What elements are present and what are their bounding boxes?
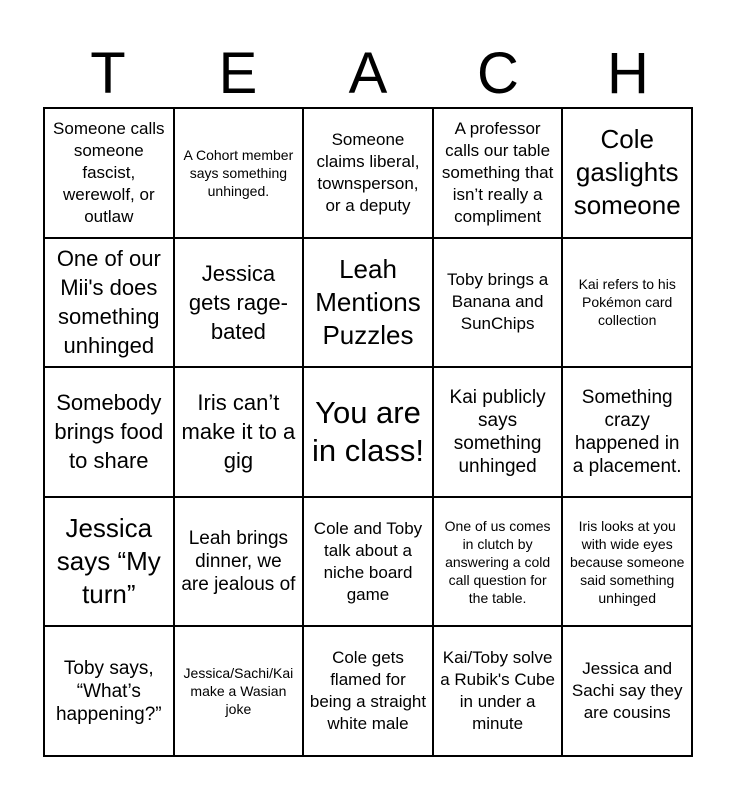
header-letter-h: H [607, 41, 649, 106]
cell-text: Cole and Toby talk about a niche board game [313, 518, 423, 604]
cell-text: Jessica gets rage-bated [188, 260, 288, 344]
cell-text: Toby brings a Banana and SunChips [447, 270, 549, 334]
cell-text: Kai/Toby solve a Rubik's Cube in under a minute [440, 648, 555, 734]
bingo-cell-r4c5[interactable] [562, 497, 692, 627]
bingo-cell-r2c3[interactable] [303, 238, 433, 368]
bingo-cell-r1c1[interactable] [44, 108, 174, 238]
bingo-cell-r5c2[interactable] [174, 626, 304, 756]
bingo-cell-r3c1[interactable] [44, 367, 174, 497]
cell-text: Iris can’t make it to a gig [181, 390, 296, 474]
bingo-cell-r4c2[interactable] [174, 497, 304, 627]
bingo-cell-r3c5[interactable] [562, 367, 692, 497]
bingo-cell-r5c4[interactable] [433, 626, 563, 756]
bingo-cell-r4c1[interactable] [44, 497, 174, 627]
cell-text: Jessica/Sachi/Kai make a Wasian joke [183, 665, 294, 718]
free-space-text: You are in class! [312, 394, 424, 468]
header-letter-c: C [477, 41, 519, 106]
cell-text: A professor calls our table something that isn’t really a compliment [441, 118, 554, 226]
cell-text: Something crazy happened in a placement. [572, 386, 682, 477]
cell-text: Leah brings dinner, we are jealous of [181, 528, 296, 596]
cell-text: Iris looks at you with wide eyes because someone said something unhinged [569, 517, 685, 606]
bingo-cell-r1c2[interactable] [174, 108, 304, 238]
cell-text: One of our Mii's does something unhinged [56, 246, 161, 359]
bingo-cell-r1c4[interactable] [433, 108, 563, 238]
header-letter-t: T [90, 41, 126, 106]
cell-text: Somebody brings food to share [54, 390, 164, 474]
cell-text: Leah Mentions Puzzles [315, 253, 421, 350]
bingo-cell-r5c1[interactable] [44, 626, 174, 756]
cell-text: Kai refers to his Pokémon card collection [578, 276, 676, 329]
cell-text: Cole gaslights someone [573, 124, 681, 221]
bingo-cell-r5c5[interactable] [562, 626, 692, 756]
cell-text: A Cohort member says something unhinged. [183, 146, 294, 199]
bingo-cell-r2c1[interactable] [44, 238, 174, 368]
header-letter-e: E [218, 41, 258, 106]
bingo-cell-r2c4[interactable] [433, 238, 563, 368]
cell-text: Someone claims liberal, townsperson, or a deputy [316, 129, 420, 215]
bingo-cell-r2c5[interactable] [562, 238, 692, 368]
bingo-board [43, 107, 693, 757]
bingo-cell-r5c3[interactable] [303, 626, 433, 756]
cell-text: Jessica says “My turn” [56, 513, 161, 610]
header-letter-a: A [348, 41, 388, 106]
cell-text: Jessica and Sachi say they are cousins [571, 659, 683, 723]
bingo-cell-r3c2[interactable] [174, 367, 304, 497]
bingo-cell-r1c3[interactable] [303, 108, 433, 238]
bingo-cell-r4c3[interactable] [303, 497, 433, 627]
bingo-cell-r1c5[interactable] [562, 108, 692, 238]
cell-text: Cole gets flamed for being a straight white male [309, 648, 427, 734]
bingo-cell-r3c4[interactable] [433, 367, 563, 497]
bingo-header [43, 40, 693, 108]
bingo-cell-r4c4[interactable] [433, 497, 563, 627]
cell-text: Toby says, “What’s happening?” [55, 657, 162, 725]
cell-text: One of us comes in clutch by answering a cold call question for the table. [444, 517, 551, 606]
bingo-cell-r2c2[interactable] [174, 238, 304, 368]
cell-text: Someone calls someone fascist, werewolf, or outlaw [53, 118, 165, 226]
cell-text: Kai publicly says something unhinged [449, 386, 546, 477]
free-space-cell[interactable] [303, 367, 433, 497]
